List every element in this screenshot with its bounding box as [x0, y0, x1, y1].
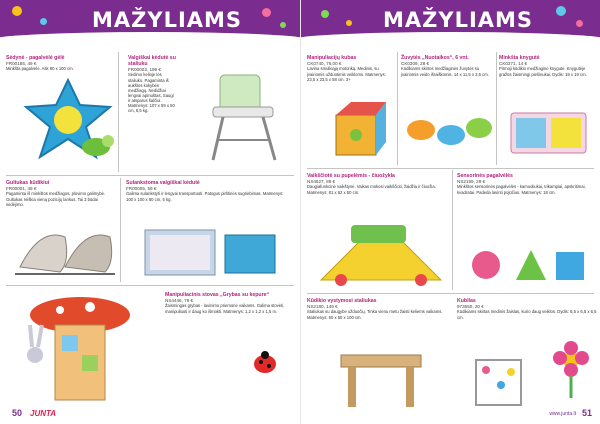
- product-description: Kūdikiams skirtas medinis žaislas, kurio daug veiklos. Dydis: 6,5 x 6,5 x 6,5 cm.: [457, 309, 597, 320]
- product-code: FR00005, 59 €: [126, 186, 157, 191]
- fish-toys-image: [401, 110, 496, 155]
- product-card: [307, 55, 395, 82]
- walker-slide-image: [311, 215, 451, 287]
- divider: [397, 52, 398, 165]
- ladybug-icon: [250, 350, 280, 375]
- product-card: [6, 55, 116, 72]
- divider: [496, 52, 497, 165]
- product-card: [126, 180, 290, 202]
- product-title: Kūdikio vystymosi staliukas: [307, 298, 377, 304]
- product-card: [128, 55, 176, 113]
- product-code: CK0309, 28 €: [401, 61, 430, 66]
- product-code: FR00001, 49 €: [6, 186, 37, 191]
- activity-table-image: [336, 350, 426, 410]
- brand-logo: JUNTA: [30, 409, 57, 418]
- product-title: Žuvytės „Nuotaikos“, 6 vnt.: [401, 55, 469, 61]
- product-title: Sėdynė - pagalvėlė gėlė: [6, 55, 65, 61]
- product-description: Sėdimo kelioje lės staliuko. Pagaminta iš aukštos kokybės medžiagų. Nedidžiai lengvai apmuštas, Saugi ir atsparus šalčiui. Matmenys: 107 x 59 x 50 cm, 6,5 kg.: [128, 72, 175, 114]
- product-description: Minkštos sensorinės pagalvėlės - kamuoliukai, trikampiai, apskritimai, kvadratai. Padeda lavinti pojūčius. Matmenys: 18 cm.: [457, 184, 586, 195]
- product-code: 973550, 20 €: [457, 304, 484, 309]
- page-number: 51: [581, 408, 592, 418]
- divider: [6, 175, 294, 176]
- soft-book-image: [506, 108, 591, 158]
- playpen-image: [135, 215, 285, 280]
- banner-title: MAŽYLIAMS: [383, 8, 534, 32]
- banner-title: MAŽYLIAMS: [92, 8, 243, 32]
- bouncer-image: [10, 222, 118, 280]
- right-page: [300, 0, 600, 424]
- product-title: Sensorinės pagalvėlės: [457, 173, 513, 179]
- mushroom-activity-image: [20, 295, 160, 405]
- product-code: NS4446, 79 €: [165, 298, 194, 303]
- product-title: Kubilas: [457, 298, 476, 304]
- divider: [118, 52, 119, 172]
- product-description: Galima sulankstyti ir lengvai transportuoti. Patogus pirštinės sugriebimas. Matmenys: 100 x 100 x 60 cm, 5 kg.: [126, 191, 284, 202]
- activity-cube-image: [331, 100, 386, 160]
- product-title: Manipuliacinis stovas „Grybas su kepure“: [165, 292, 270, 298]
- product-title: Minkšta knygutė: [499, 55, 540, 61]
- product-title: Gultukas kūdikiui: [6, 180, 50, 186]
- product-description: Kūdikiams skirtos medžiaginės žuvytės su įvairiomis veido išraiškomis. 14 x 11,5 x 3,5 cm.: [401, 66, 489, 77]
- product-code: NS4627, 89 €: [307, 179, 336, 184]
- product-description: Pagaminta iš minkštos medžiagos, plovimo galimybė. Gultukas reiškia vieną pozicijų lankus. Tai 3 būdai sėdėjimo.: [6, 191, 106, 207]
- product-card: [307, 173, 447, 195]
- divider: [307, 293, 594, 294]
- product-card: [401, 55, 493, 77]
- product-description: Pirmoji kūdikio medžiaginė knygutė. Knygutėje gražūs žaismingi piešinukai. Dydis: 19 x 19 cm.: [499, 66, 587, 77]
- product-title: Vaikščiotė su pupelėmis - čiuožykla: [307, 173, 395, 179]
- product-card: [457, 298, 597, 320]
- divider: [120, 178, 121, 282]
- product-description: Žaismingas grybas - lavinimo priemonė vaikams. Galima stovėti, manipuliuoti ir daug ko išmokti. Matmenys: 1,2 x 1,2 x 1,5 m.: [165, 303, 285, 314]
- product-description: Minkšta pagalvėlė. Ask 80 x 100 cm.: [6, 66, 74, 72]
- product-card: [457, 173, 597, 195]
- product-code: CK0740, 76,00 €: [307, 61, 342, 66]
- product-card: [6, 180, 114, 207]
- product-code: NS2180, 149 €: [307, 304, 338, 309]
- product-description: Staliukas su daugybe užduočių. Tinka vienu metu žaisti keliems vaikams. Matmenys: 50 x 50 x 100 cm.: [307, 309, 443, 320]
- divider: [452, 170, 453, 290]
- product-code: NS2159, 29 €: [457, 179, 486, 184]
- product-description: Lavina smulkiąją motoriką. Medinis, su įvairiomis užduotimis veikloms. Matmenys: 23,5 x 23,5 x 58 cm. 3+: [307, 66, 386, 82]
- product-card: [165, 292, 293, 314]
- product-code: FR00185, 49 €: [6, 61, 37, 66]
- product-code: CK0371, 14 €: [499, 61, 528, 66]
- page-number: 50: [12, 408, 23, 418]
- product-title: Manipuliacijų kubas: [307, 55, 357, 61]
- flower-cushion-image: [18, 75, 118, 161]
- footer-url: www.junta.lt: [549, 411, 576, 417]
- product-card: [499, 55, 595, 77]
- divider: [6, 285, 294, 286]
- product-code: FR00003, 199 €: [128, 67, 161, 72]
- bead-cube-image: [466, 350, 536, 410]
- sensory-cushions-image: [466, 240, 596, 290]
- product-title: Valgiškai kėdutė su staliuku: [128, 55, 176, 67]
- product-card: [307, 298, 447, 320]
- highchair-image: [205, 55, 290, 165]
- product-title: Sulankstoma valgiškai kėdutė: [126, 180, 200, 186]
- flower-decoration-icon: [546, 340, 596, 400]
- product-description: Daugiafunkcinė vaikštynė. Vaikas mokosi vaikščioti, žaidžia ir čiuožia. Matmenys: 81 x 62 x 50 cm.: [307, 184, 436, 195]
- divider: [307, 168, 594, 169]
